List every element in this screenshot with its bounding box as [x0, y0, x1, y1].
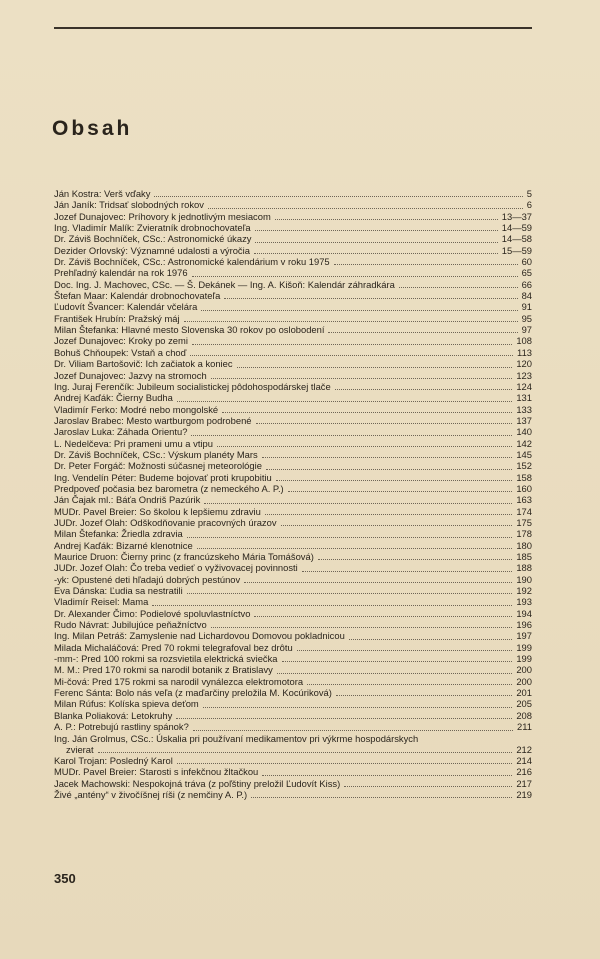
- dot-leader: [192, 275, 518, 277]
- toc-entry-page: 60: [521, 256, 532, 268]
- toc-entry-page: 120: [516, 358, 532, 370]
- toc-entry-title: Ing. Milan Petráš: Zamyslenie nad Lichardovou Domovou pokladnicou: [54, 630, 345, 642]
- toc-entry-title: Vladimír Reisel: Mama: [54, 596, 149, 608]
- toc-entry: [54, 574, 532, 585]
- toc-entry-title: Maurice Druon: Čierny princ (z francúzskeho Mária Tomášová): [54, 551, 314, 562]
- toc-entry-page: 216: [516, 766, 532, 778]
- dot-leader: [266, 468, 512, 470]
- toc-entry-title: Prehľadný kalendár na rok 1976: [54, 267, 188, 279]
- toc-entry: [54, 596, 532, 607]
- toc-entry-page: 6: [526, 199, 532, 211]
- dot-leader: [255, 229, 498, 231]
- toc-entry: [54, 426, 532, 437]
- toc-entry: [54, 404, 532, 415]
- toc-entry-title: Ing. Juraj Ferenčík: Jubileum socialistickej pôdohospodárskej tlače: [54, 380, 331, 392]
- toc-entry-page: 194: [516, 607, 532, 619]
- toc-entry-page: 193: [516, 596, 532, 608]
- toc-entry-page: 174: [516, 505, 532, 517]
- toc-entry: [54, 313, 532, 324]
- toc-entry: [54, 585, 532, 596]
- toc-entry: [54, 233, 532, 244]
- toc-entry: [54, 619, 532, 630]
- dot-leader: [176, 717, 512, 719]
- dot-leader: [191, 434, 512, 436]
- dot-leader: [281, 524, 512, 526]
- toc-entry-title: Dr. Záviš Bochníček, CSc.: Astronomické úkazy: [54, 233, 252, 245]
- toc-entry-page: 201: [516, 687, 532, 699]
- dot-leader: [254, 615, 512, 617]
- toc-entry-title: A. P.: Potrebujú rastliny spánok?: [54, 721, 189, 733]
- dot-leader: [277, 672, 512, 674]
- toc-entry-title: Jozef Dunajovec: Jazvy na stromoch: [54, 369, 207, 381]
- toc-entry-page: 175: [516, 516, 532, 528]
- page-title: Obsah: [52, 117, 133, 140]
- dot-leader: [192, 343, 512, 345]
- toc-entry: [54, 710, 532, 721]
- toc-entry: [54, 256, 532, 267]
- dot-leader: [282, 660, 512, 662]
- dot-leader: [184, 320, 518, 322]
- dot-leader: [237, 366, 512, 368]
- toc-entry: [54, 347, 532, 358]
- toc-entry: [54, 245, 532, 256]
- dot-leader: [187, 592, 512, 594]
- toc-entry: [54, 415, 532, 426]
- dot-leader: [204, 502, 512, 504]
- toc-entry-page: 84: [521, 290, 532, 302]
- toc-entry-page: 196: [516, 619, 532, 631]
- dot-leader: [177, 400, 512, 402]
- toc-entry-title: Blanka Poliaková: Letokruhy: [54, 709, 173, 721]
- dot-leader: [222, 411, 512, 413]
- dot-leader: [98, 751, 512, 753]
- toc-entry-page: 145: [516, 448, 532, 460]
- toc-entry-title: Milan Štefanka: Žriedla zdravia: [54, 528, 183, 540]
- toc-entry: [54, 664, 532, 675]
- toc-entry-page: 133: [516, 403, 532, 415]
- toc-entry: [54, 608, 532, 619]
- dot-leader: [208, 207, 523, 209]
- dot-leader: [297, 649, 512, 651]
- toc-entry-page: 219: [516, 789, 532, 801]
- dot-leader: [399, 286, 518, 288]
- toc-entry-title: Ing. Ján Grolmus, CSc.: Úskalia pri používaní medikamentov pri výkrme hospodárskych: [54, 732, 419, 744]
- toc-entry-page: 95: [521, 312, 532, 324]
- dot-leader: [154, 195, 523, 197]
- dot-leader: [276, 479, 512, 481]
- toc-entry-page: 65: [521, 267, 532, 279]
- toc-entry-page: 137: [516, 414, 532, 426]
- toc-entry-title: František Hrubín: Pražský máj: [54, 312, 180, 324]
- toc-entry-page: 14—59: [501, 222, 532, 234]
- dot-leader: [254, 252, 498, 254]
- toc-entry-title: Andrej Kaďák: Bizarné klenotnice: [54, 539, 193, 551]
- toc-entry-page: 197: [516, 630, 532, 642]
- toc-entry: [54, 290, 532, 301]
- toc-entry-title: Eva Dánska: Ľudia sa nestratili: [54, 585, 183, 597]
- toc-entry: [54, 335, 532, 346]
- toc-entry-page: 208: [516, 709, 532, 721]
- toc-entry-title: L. Nedelčeva: Pri prameni umu a vtipu: [54, 437, 213, 449]
- toc-entry-page: 205: [516, 698, 532, 710]
- toc-entry: [54, 506, 532, 517]
- toc-entry-title: Dr. Záviš Bochníček, CSc.: Výskum planéty Mars: [54, 448, 258, 460]
- dot-leader: [224, 297, 518, 299]
- dot-leader: [203, 706, 512, 708]
- dot-leader: [302, 570, 512, 572]
- toc-entry-title: Štefan Maar: Kalendár drobnochovateľa: [54, 290, 221, 302]
- toc-entry-page: 14—58: [501, 233, 532, 245]
- toc-entry-title: Jozef Dunajovec: Príhovory k jednotlivým mesiacom: [54, 210, 271, 222]
- toc-entry: [54, 211, 532, 222]
- dot-leader: [262, 456, 512, 458]
- toc-entry: [54, 449, 532, 460]
- dot-leader: [256, 422, 512, 424]
- dot-leader: [335, 388, 512, 390]
- toc-entry-page: 217: [516, 777, 532, 789]
- toc-entry-page: 113: [517, 346, 532, 358]
- toc-entry-title: JUDr. Jozef Olah: Čo treba vedieť o vyživovacej povinnosti: [54, 562, 298, 574]
- toc-entry: [54, 472, 532, 483]
- dot-leader: [152, 604, 512, 606]
- toc-entry-page: 211: [517, 721, 532, 733]
- dot-leader: [262, 774, 512, 776]
- toc-entry-page: 97: [521, 324, 532, 336]
- table-of-contents: [54, 188, 532, 800]
- toc-entry-title: Predpoveď počasia bez barometra (z nemeckého A. P.): [54, 482, 284, 494]
- toc-entry-title: Milan Rúfus: Kolíska spieva deťom: [54, 698, 199, 710]
- toc-entry-title: Ľudovít Švancer: Kalendár včelára: [54, 301, 198, 313]
- toc-entry-title: Rudo Návrat: Jubilujúce peňažníctvo: [54, 619, 207, 631]
- toc-entry: [54, 370, 532, 381]
- dot-leader: [190, 354, 513, 356]
- dot-leader: [349, 638, 512, 640]
- dot-leader: [336, 694, 512, 696]
- toc-entry-title-continued: zvierat: [66, 743, 94, 755]
- toc-entry-title: Karol Trojan: Posledný Karol: [54, 755, 173, 767]
- toc-entry: [54, 199, 532, 210]
- toc-entry-page: 200: [516, 664, 532, 676]
- toc-entry: [54, 483, 532, 494]
- toc-entry-page: 214: [516, 755, 532, 767]
- toc-entry-title: Dr. Peter Forgáč: Možnosti súčasnej meteorológie: [54, 460, 262, 472]
- toc-entry-title: JUDr. Jozef Olah: Odškodňovanie pracovných úrazov: [54, 516, 277, 528]
- toc-entry-page: 180: [516, 539, 532, 551]
- toc-entry: [54, 324, 532, 335]
- toc-entry-title: Dr. Záviš Bochníček, CSc.: Astronomické kalendárium v roku 1975: [54, 256, 330, 268]
- dot-leader: [307, 683, 512, 685]
- toc-entry-title: Vladimír Ferko: Modré nebo mongolské: [54, 403, 219, 415]
- toc-entry-page: 190: [516, 573, 532, 585]
- toc-entry-page: 158: [516, 471, 532, 483]
- toc-entry: [54, 721, 532, 732]
- dot-leader: [211, 377, 512, 379]
- toc-entry: [54, 438, 532, 449]
- toc-entry: [54, 698, 532, 709]
- dot-leader: [197, 547, 512, 549]
- toc-entry: [54, 676, 532, 687]
- toc-entry-page: 91: [521, 301, 532, 313]
- toc-entry: [54, 267, 532, 278]
- dot-leader: [244, 581, 512, 583]
- toc-entry-title: Jacek Machowski: Nespokojná tráva (z poľštiny preložil Ľudovít Kiss): [54, 777, 341, 789]
- toc-entry: [54, 392, 532, 403]
- dot-leader: [344, 785, 512, 787]
- dot-leader: [177, 762, 512, 764]
- toc-entry-title: Jozef Dunajovec: Kroky po zemi: [54, 335, 188, 347]
- toc-entry-page: 188: [516, 562, 532, 574]
- toc-entry-title: Jaroslav Brabec: Mesto wartburgom podrobené: [54, 414, 252, 426]
- toc-entry-page: 192: [516, 585, 532, 597]
- toc-entry: [54, 494, 532, 505]
- toc-entry-title: MUDr. Pavel Breier: Starosti s infekčnou žltačkou: [54, 766, 259, 778]
- toc-entry: [54, 562, 532, 573]
- toc-entry-page: 178: [516, 528, 532, 540]
- toc-entry-page: 199: [516, 653, 532, 665]
- toc-entry-page: 200: [516, 675, 532, 687]
- top-rule: [54, 27, 532, 29]
- toc-entry-title: Ján Janík: Tridsať slobodných rokov: [54, 199, 204, 211]
- toc-entry-title: Živé „antény“ v živočíšnej ríši (z nemčiny A. P.): [54, 789, 248, 801]
- toc-entry: [54, 653, 532, 664]
- toc-entry-title: Ján Kostra: Verš vďaky: [54, 188, 151, 199]
- toc-entry-title: Doc. Ing. J. Machovec, CSc. — Š. Dekánek — Ing. A. Kišoň: Kalendár záhradkára: [54, 278, 395, 290]
- dot-leader: [255, 241, 498, 243]
- dot-leader: [201, 309, 518, 311]
- toc-entry-title: Andrej Kaďák: Čierny Budha: [54, 392, 173, 404]
- toc-entry: [54, 381, 532, 392]
- toc-entry-page: 15—59: [501, 244, 532, 256]
- toc-entry-title: MUDr. Pavel Breier: So školou k lepšiemu zdraviu: [54, 505, 261, 517]
- toc-entry-page: 185: [516, 551, 532, 562]
- dot-leader: [193, 729, 513, 731]
- dot-leader: [318, 558, 512, 560]
- toc-entry-title: -mm-: Pred 100 rokmi sa rozsvietila elektrická sviečka: [54, 653, 278, 665]
- toc-entry: [54, 789, 532, 800]
- toc-entry-page: 13—37: [501, 210, 532, 222]
- toc-entry-title: Ferenc Sánta: Bolo nás veľa (z maďarčiny preložila M. Kocúriková): [54, 687, 332, 699]
- toc-entry-page: 163: [516, 494, 532, 506]
- toc-entry: [54, 301, 532, 312]
- toc-entry-page: 66: [521, 278, 532, 290]
- toc-entry: [54, 755, 532, 766]
- toc-entry: [54, 540, 532, 551]
- toc-entry-title: Dr. Viliam Bartošovič: Ich začiatok a koniec: [54, 358, 233, 370]
- toc-entry: [54, 778, 532, 789]
- toc-entry: [54, 188, 532, 199]
- toc-entry-title: Milan Štefanka: Hlavné mesto Slovenska 30 rokov po oslobodení: [54, 324, 325, 336]
- dot-leader: [265, 513, 512, 515]
- toc-entry-title: Ján Čajak ml.: Báťa Ondriš Pazúrik: [54, 494, 201, 506]
- toc-entry: [54, 517, 532, 528]
- page-number: 350: [54, 871, 76, 886]
- toc-entry-title: Ing. Vendelín Péter: Budeme bojovať proti krupobitiu: [54, 471, 272, 483]
- toc-entry: [54, 687, 532, 698]
- toc-entry-title: M. M.: Pred 170 rokmi sa narodil botanik z Bratislavy: [54, 664, 273, 676]
- toc-entry-title: Milada Michaláčová: Pred 70 rokmi telegrafoval bez drôtu: [54, 641, 293, 653]
- toc-entry-page: 5: [526, 188, 532, 199]
- toc-entry: [54, 630, 532, 641]
- toc-entry: [54, 222, 532, 233]
- toc-entry-page: 142: [516, 437, 532, 449]
- toc-entry-page: 152: [516, 460, 532, 472]
- dot-leader: [328, 331, 518, 333]
- toc-entry-page: 160: [516, 482, 532, 494]
- dot-leader: [275, 218, 498, 220]
- toc-entry: [54, 528, 532, 539]
- dot-leader: [217, 445, 512, 447]
- toc-entry-title: Ing. Vladimír Malík: Zvieratník drobnochovateľa: [54, 222, 251, 234]
- toc-entry-page: 212: [516, 743, 532, 755]
- toc-entry: [54, 551, 532, 562]
- dot-leader: [211, 626, 512, 628]
- toc-entry-title: Bohuš Chňoupek: Vstaň a choď: [54, 346, 187, 358]
- toc-entry-title: Dezider Orlovský: Významné udalosti a výročia: [54, 244, 250, 256]
- toc-entry-title: Jaroslav Luka: Záhada Orientu?: [54, 426, 188, 438]
- dot-leader: [187, 536, 512, 538]
- toc-entry-title: Mi-čová: Pred 175 rokmi sa narodil vynálezca elektromotora: [54, 675, 304, 687]
- dot-leader: [288, 490, 512, 492]
- toc-entry-title: -yk: Opustené deti hľadajú dobrých pestúnov: [54, 573, 241, 585]
- dot-leader: [334, 263, 518, 265]
- toc-entry: [54, 766, 532, 777]
- toc-entry-title: Dr. Alexander Čimo: Podielové spoluvlastníctvo: [54, 607, 251, 619]
- toc-entry-page: 199: [516, 641, 532, 653]
- toc-entry: [54, 460, 532, 471]
- toc-entry: [54, 279, 532, 290]
- toc-entry-page: 123: [516, 369, 532, 381]
- dot-leader: [251, 796, 512, 798]
- toc-entry: [54, 733, 532, 756]
- toc-entry: [54, 642, 532, 653]
- toc-entry: [54, 358, 532, 369]
- toc-entry-page: 131: [516, 392, 532, 404]
- toc-entry-page: 108: [516, 335, 532, 347]
- toc-entry-page: 140: [516, 426, 532, 438]
- toc-entry-page: 124: [516, 380, 532, 392]
